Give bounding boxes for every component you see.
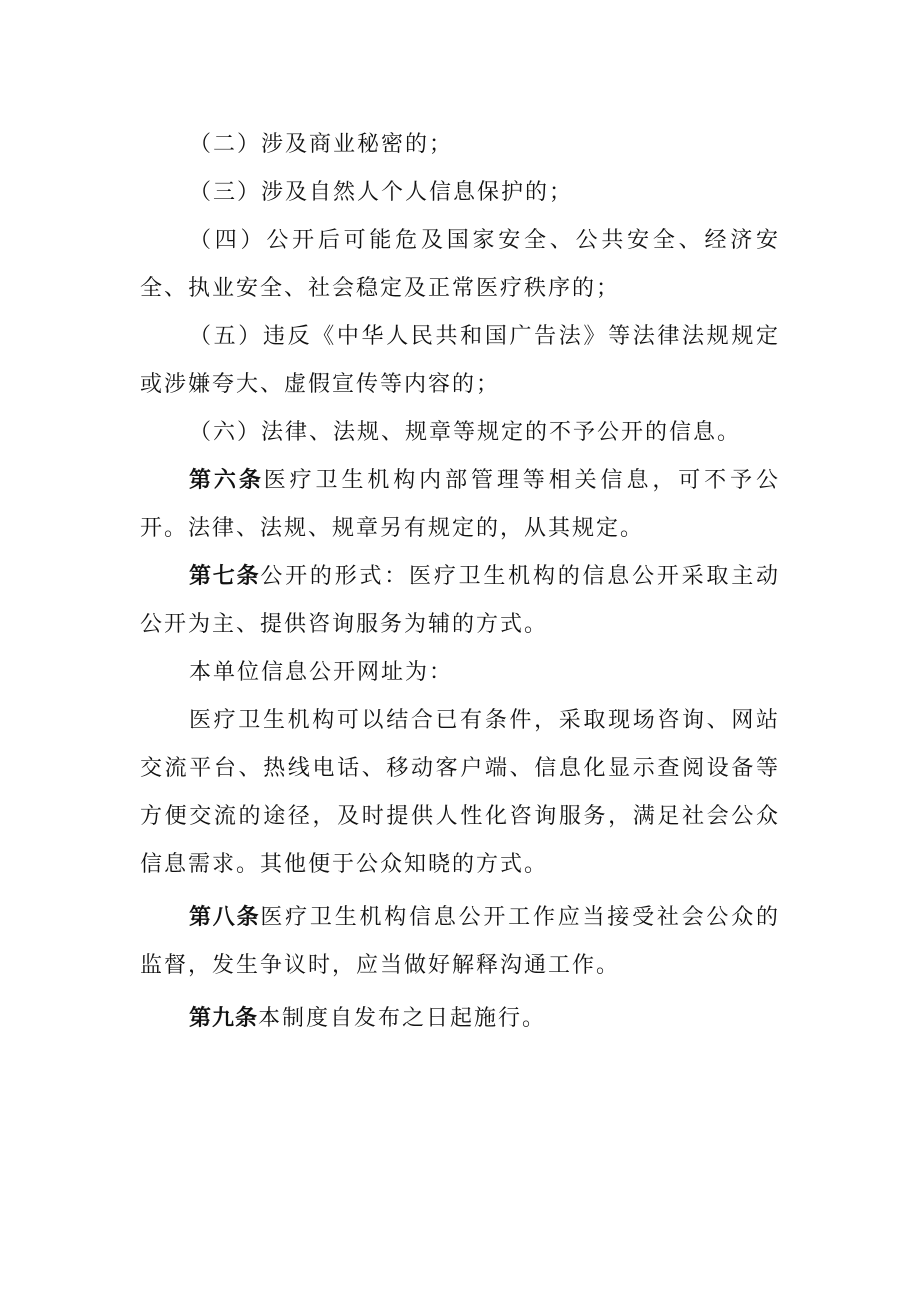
article-text: 医疗卫生机构内部管理等相关信息，可不予公开。法律、法规、规章另有规定的，从其规定。 bbox=[140, 468, 780, 541]
article-text: 医疗卫生机构信息公开工作应当接受社会公众的监督，发生争议时，应当做好解释沟通工作。 bbox=[140, 905, 780, 978]
article-8 bbox=[140, 894, 780, 990]
paragraph-item-3 bbox=[140, 169, 780, 217]
website-line bbox=[140, 649, 780, 697]
consultation-paragraph bbox=[140, 697, 780, 889]
paragraph-text: 本单位信息公开网址为： bbox=[189, 660, 454, 685]
document-body bbox=[140, 121, 780, 1043]
paragraph-item-6 bbox=[140, 409, 780, 457]
paragraph-text: 医疗卫生机构可以结合已有条件，采取现场咨询、网站交流平台、热线电话、移动客户端、信息化显示查阅设备等方便交流的途径，及时提供人性化咨询服务，满足社会公众信息需求。其他便于公众知晓的方式。 bbox=[140, 708, 780, 877]
paragraph-item-2 bbox=[140, 121, 780, 169]
paragraph-item-5 bbox=[140, 313, 780, 409]
paragraph-text: （二）涉及商业秘密的； bbox=[189, 132, 454, 157]
article-heading: 第七条 bbox=[189, 564, 261, 589]
paragraph-item-4 bbox=[140, 217, 780, 313]
paragraph-text: （六）法律、法规、规章等规定的不予公开的信息。 bbox=[189, 420, 742, 445]
article-heading: 第九条 bbox=[189, 1006, 259, 1031]
article-9 bbox=[140, 995, 780, 1043]
article-heading: 第六条 bbox=[189, 468, 264, 493]
paragraph-text: （五）违反《中华人民共和国广告法》等法律法规规定或涉嫌夸大、虚假宣传等内容的； bbox=[140, 324, 780, 397]
article-7 bbox=[140, 553, 780, 649]
paragraph-text: （三）涉及自然人个人信息保护的； bbox=[189, 180, 574, 205]
article-6 bbox=[140, 457, 780, 553]
article-text: 本制度自发布之日起施行。 bbox=[258, 1006, 547, 1031]
article-heading: 第八条 bbox=[189, 905, 261, 930]
paragraph-text: （四）公开后可能危及国家安全、公共安全、经济安全、执业安全、社会稳定及正常医疗秩序的； bbox=[140, 228, 780, 301]
article-text: 公开的形式：医疗卫生机构的信息公开采取主动公开为主、提供咨询服务为辅的方式。 bbox=[140, 564, 780, 637]
